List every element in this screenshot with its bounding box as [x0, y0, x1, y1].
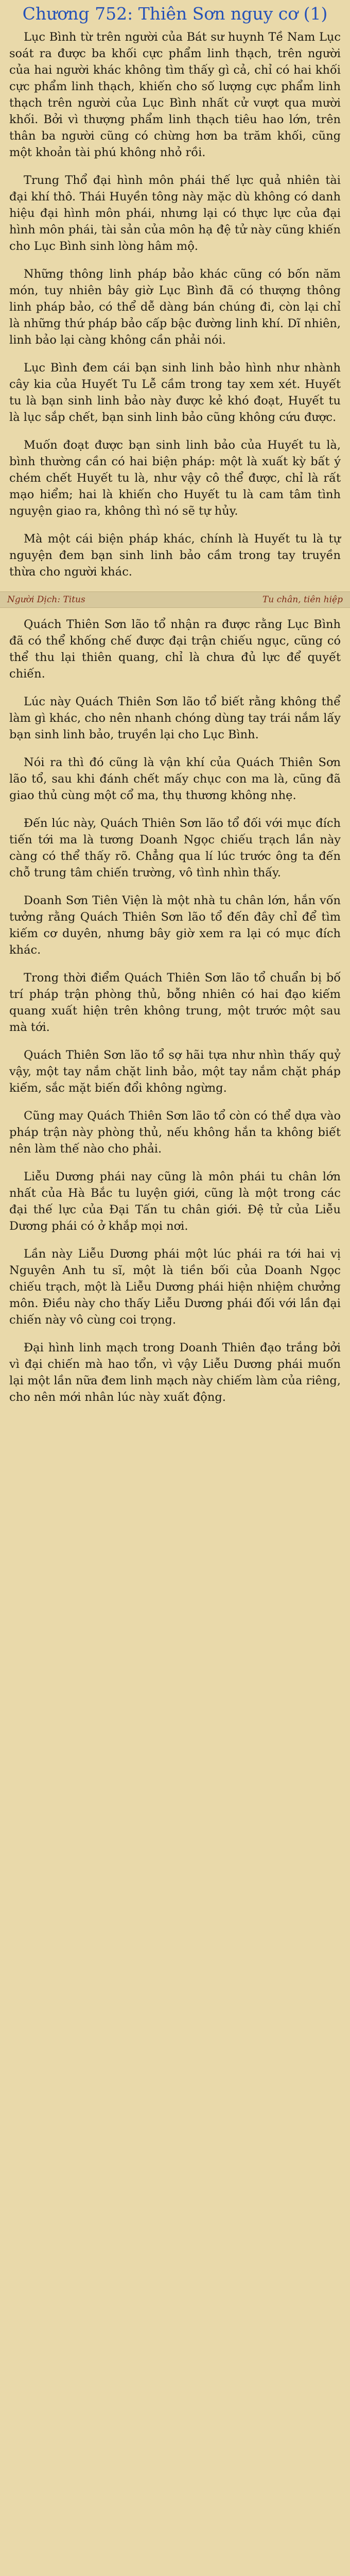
- paragraph: Mà một cái biện pháp khác, chính là Huyết tu là tự nguyện đem bạn sinh linh bảo cầm trong tay truyền thừa cho người khác.: [9, 532, 341, 579]
- chapter-title: Chương 752: Thiên Sơn nguy cơ (1): [22, 4, 328, 24]
- chapter-body-top: [0, 26, 350, 580]
- paragraph: Đại hình linh mạch trong Doanh Thiên đạo trắng bởi vì đại chiến mà hao tổn, vì vậy Liễu Dương phái muốn lại một lần nữa đem linh mạch này chiếm làm của riêng, cho nên mới nhân lúc này xuất động.: [9, 1341, 341, 1404]
- paragraph: Lục Bình đem cái bạn sinh linh bảo hình như nhành cây kia của Huyết Tu Lễ cầm trong tay xem xét. Huyết tu là bạn sinh linh bảo này được kẻ khó đoạt, Huyết tu là lục sắp chết, bạn sinh linh bảo cũng không cứu được.: [9, 361, 341, 424]
- paragraph: Doanh Sơn Tiên Viện là một nhà tu chân lớn, hắn vốn tưởng rằng Quách Thiên Sơn lão tổ đến đây chỉ để tìm kiếm cơ duyên, nhưng bây giờ xem ra lại có mục đích khác.: [9, 894, 341, 957]
- paragraph: Nói ra thì đó cũng là vận khí của Quách Thiên Sơn lão tổ, sau khi đánh chết mấy chục con ma là, cũng đã giao thủ cùng một cổ ma, thụ thương không nhẹ.: [9, 756, 341, 802]
- paragraph: Lần này Liễu Dương phái một lúc phái ra tới hai vị Nguyên Anh tu sĩ, một là tiền bối của Doanh Ngọc chiếu trạch, một là Liễu Dương phái hiện nhiệm chưởng môn. Điều này cho thấy Liễu Dương phái đối với lần đại chiến này vô cùng coi trọng.: [9, 1247, 341, 1327]
- translator-credit: Người Dịch: Titus: [7, 595, 85, 605]
- paragraph: Những thông linh pháp bảo khác cũng có bốn năm món, tuy nhiên bây giờ Lục Bình đã có thượng thông linh pháp bảo, có thể dễ dàng bán chúng đi, còn lại chỉ là những thứ pháp bảo cấp bậc đường linh khí. Dĩ nhiên, linh bảo lại càng không cần phải nói.: [9, 267, 341, 347]
- paragraph: Lúc này Quách Thiên Sơn lão tổ biết rằng không thể làm gì khác, cho nên nhanh chóng dùng tay trái nắm lấy bạn sinh linh bảo, truyền lại cho Lục Bình.: [9, 695, 341, 741]
- paragraph: Đến lúc này, Quách Thiên Sơn lão tổ đối với mục đích tiến tới ma là tương Doanh Ngọc chiếu trạch lần này càng có thể thấy rõ. Chẳng qua lí lúc trước ông ta đến chỗ trung tâm chiến trường, vô tình nhìn thấy.: [9, 817, 341, 879]
- paragraph: Trong thời điểm Quách Thiên Sơn lão tổ chuẩn bị bố trí pháp trận phòng thủ, bỗng nhiên có hai đạo kiếm quang xuất hiện trên không trung, một trước một sau mà tới.: [9, 971, 341, 1034]
- translator-credit-bar: [0, 591, 350, 608]
- paragraph: Quách Thiên Sơn lão tổ nhận ra được rằng Lục Bình đã có thể khống chế được đại trận chiếu ngục, cũng có thể thu lại thiên quang, chỉ là chưa đủ lực để quyết chiến.: [9, 618, 341, 681]
- paragraph: Trung Thổ đại hình môn phái thế lực quả nhiên tài đại khí thô. Thái Huyền tông này mặc dù không có danh hiệu đại hình môn phái, nhưng lại có thực lực của đại hình môn phái, tài sản của môn hạ đệ tử này cũng khiến cho Lục Bình sinh lòng hâm mộ.: [9, 174, 341, 253]
- chapter-body-bottom: [0, 613, 350, 1405]
- paragraph: Quách Thiên Sơn lão tổ sợ hãi tựa như nhìn thấy quỷ vậy, một tay nắm chặt linh bảo, một tay nắm chặt pháp kiếm, sắc mặt biến đổi không ngừng.: [9, 1048, 341, 1095]
- paragraph: Lục Bình từ trên người của Bát sư huynh Tề Nam Lục soát ra được ba khối cực phẩm linh thạch, trên người của hai người khác không tìm thấy gì cả, chỉ có hai khối cực phẩm linh thạch, khiến cho số lượng cực phẩm linh thạch trên người của Lục Bình nhất cử vượt qua mười khối. Bởi vì thượng phẩm linh thạch tiêu hao lớn, trên thân ba người cũng có chừng hơn ba trăm khối, cũng một khoản tài phú không nhỏ rồi.: [9, 30, 341, 159]
- paragraph: Muốn đoạt được bạn sinh linh bảo của Huyết tu là, bình thường cần có hai biện pháp: một là xuất kỳ bất ý chém chết Huyết tu là, như vậy cô thể được, chỉ là rất mạo hiểm; hai là khiến cho Huyết tu là cam tâm tình nguyện giao ra, không thì nó sẽ tự hủy.: [9, 438, 341, 518]
- paragraph: Liễu Dương phái nay cũng là môn phái tu chân lớn nhất của Hà Bắc tu luyện giới, cũng là một trong các đại thế lực của Đại Tấn tu chân giới. Đệ tử của Liễu Dương phái có ở khắp mọi nơi.: [9, 1170, 341, 1233]
- genre-label: Tu chân, tiên hiệp: [262, 595, 343, 605]
- paragraph: Cũng may Quách Thiên Sơn lão tổ còn có thể dựa vào pháp trận này phòng thủ, nếu không hắn ta không biết nên làm thế nào cho phải.: [9, 1109, 341, 1156]
